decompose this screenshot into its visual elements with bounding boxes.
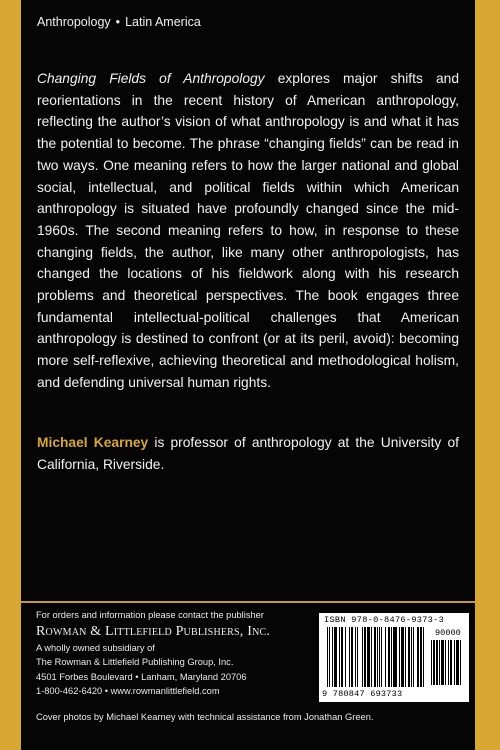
subsidiary-line-1: A wholly owned subsidiary of (36, 642, 155, 653)
description-body: explores major shifts and reorientations in the recent history of American anthropology, reflecting the author’s vision of what anthropology is and what it has the potential to become. The phrase “changing fields” can be read in two ways. One meaning refers to how the larger national and global social, intellectual, and political fields within which American anthropology is situated have profoundly changed since the mid-1960s. The second meaning refers to how, in response to these changing fields, the author, like many other anthropologists, has changed the locations of his fieldwork along with his research problems and theoretical perspectives. The book engages three fundamental intellectual-political challenges that American anthropology is destined to confront (or at its peril, avoid): becoming more self-reflexive, achieving theoretical and methodological holism, and defending universal human rights. (37, 71, 460, 390)
publisher-name: Rowman & Littlefield Publishers, Inc. (36, 623, 271, 639)
back-cover (21, 0, 475, 750)
publisher-phone-web: 1-800-462-6420 • www.rowmanlittlefield.com (36, 686, 220, 697)
subject-categories (37, 15, 201, 29)
publisher-address: 4501 Forbes Boulevard • Lanham, Maryland 20706 (36, 671, 247, 682)
author-bio (37, 432, 459, 475)
book-title: Changing Fields of Anthropology (37, 71, 265, 86)
publisher-info (36, 608, 270, 699)
photo-credits: Cover photos by Michael Kearney with technical assistance from Jonathan Green. (36, 712, 374, 722)
subject-latin-america: Latin America (125, 15, 201, 29)
contact-line: For orders and information please contact the publisher (36, 610, 264, 620)
author-bio-text: is professor of anthropology at the University of California, Riverside. (37, 435, 459, 472)
ean-digits: 9 780847 693733 (322, 689, 403, 699)
barcode (319, 613, 469, 702)
subsidiary-line-2: The Rowman & Littlefield Publishing Group, Inc. (36, 657, 234, 668)
subject-separator: • (115, 15, 121, 29)
divider-rule (21, 601, 475, 603)
book-description (37, 68, 459, 394)
isbn-label: ISBN 978-0-8476-9373-3 (324, 615, 445, 625)
subject-anthropology: Anthropology (37, 15, 111, 29)
price-code: 90000 (435, 628, 461, 638)
author-name: Michael Kearney (37, 435, 149, 450)
